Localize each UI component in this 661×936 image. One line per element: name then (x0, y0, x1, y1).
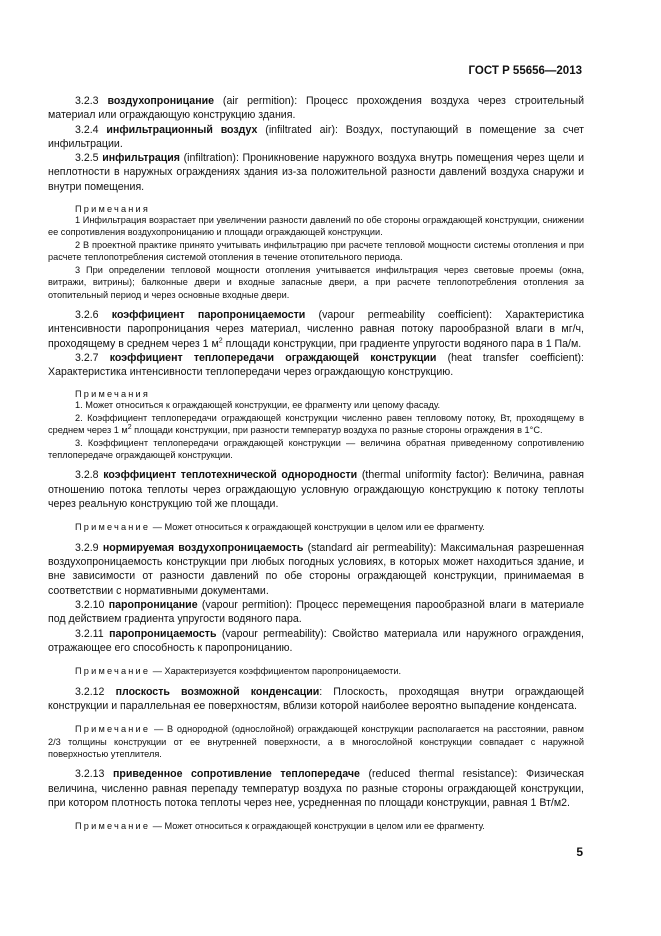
definition-text: (infiltrated air): Воздух, поступающий в помещение за счет инфильтрации. (48, 123, 584, 150)
note-item: 1 Инфильтрация возрастает при увеличении разности давлений по обе стороны ограждающей конструкции, снижении ее сопротивления воздухопроницанию и площади ограждающей конструкции. (48, 215, 584, 238)
note-text: — В однородной (однослойной) ограждающей конструкции располагается на расстоянии, равном 2/3 толщины конструкции от ее внутренней поверхности, а в многослойной конструкции совпадает с наружной поверхностью утеплителя. (48, 724, 584, 759)
definition-text: (thermal uniformity factor): Величина, равная отношению потока теплоты через ограждающую условную ограждающую конструкцию к потоку теплоты через реальную конструкцию той же площади. (48, 469, 584, 511)
term: коэффициент теплотехнической однородности (103, 469, 358, 482)
note-text: — Характеризуется коэффициентом паропроницаемости. (150, 666, 402, 677)
definition-text-cont: площади конструкции, при градиенте упругости водяного пара в 1 Па/м. (222, 337, 582, 350)
note-text: — Может относиться к ограждающей конструкции в целом или ее фрагменту. (150, 522, 485, 533)
term: инфильтрационный воздух (106, 123, 258, 136)
note-label: Примечание (75, 724, 151, 735)
definition-text: (vapour permition): Процесс перемещения парообразной влаги в материале под действием градиента упругости водяного пара. (48, 598, 584, 626)
definition-3-2-13 (48, 767, 584, 810)
notes-block-2 (48, 389, 584, 461)
definition-3-2-9 (48, 541, 584, 598)
superscript: 2 (127, 424, 132, 432)
term: приведенное сопротивление теплопередаче (113, 768, 360, 781)
clause-number: 3.2.3 (75, 95, 99, 107)
term: паропроницаемость (109, 627, 217, 640)
clause-number: 3.2.4 (75, 123, 99, 136)
note-text-cont: площади конструкции, при разности температур воздуха по разные стороны ограждения в 1°С. (131, 425, 543, 436)
note-text: — Может относиться к ограждающей конструкции в целом или ее фрагменту. (150, 821, 485, 832)
term: воздухопроницание (107, 95, 215, 107)
note-item: 3. Коэффициент теплопередачи ограждающей конструкции — величина обратная приведенному сопротивлению теплопередаче ограждающей конструкции. (48, 437, 584, 461)
clause-number: 3.2.10 (75, 598, 105, 611)
page-number: 5 (576, 845, 583, 859)
definition-text: (infiltration): Проникновение наружного воздуха внутрь помещения через щели и неплотности в наружных ограждениях здания из-за положительной разности давлений воздуха снаружи и внутри помещения. (48, 152, 584, 193)
term: коэффициент теплопередачи ограждающей конструкции (109, 351, 437, 364)
definition-text: (reduced thermal resistance): Физическая величина, численно равная перепаду температур воздуха по разные стороны ограждающей конструкции, при котором плотность потока теплоты через нее, усредненная по площади конструкции, равная 1 Вт/м2. (48, 768, 584, 809)
document-body (48, 94, 584, 833)
clause-number: 3.2.9 (75, 541, 99, 554)
term: плоскость возможной конденсации (115, 685, 320, 698)
definition-3-2-5 (48, 151, 584, 194)
clause-number: 3.2.7 (75, 351, 99, 364)
definition-text: (vapour permeability): Свойство материала или наружного ограждения, отражающее его способность к паропроницанию. (48, 627, 584, 654)
note-label: Примечание (75, 821, 151, 832)
clause-number: 3.2.12 (75, 685, 105, 698)
clause-number: 3.2.13 (75, 768, 105, 781)
definition-3-2-4 (48, 123, 584, 152)
definition-3-2-7 (48, 351, 584, 380)
definition-text: (air permition): Процесс прохождения воздуха через строительный материал или ограждающую конструкцию здания. (48, 95, 584, 122)
note-3-2-12 (48, 723, 584, 760)
note-item: 2 В проектной практике принято учитывать инфильтрацию при расчете тепловой мощности системы отопления и при расчете теплопотребления системой отопления в течение отопительного периода. (48, 239, 584, 263)
note-item: 3 При определении тепловой мощности отопления учитывается инфильтрация через световые проемы (окна, витражи, витрины); балконные двери и входные запасные двери, а при расчете теплопотребления отопления за отопительный период и через основные входные двери. (48, 264, 584, 300)
note-label: Примечание (75, 666, 151, 677)
definition-text: (vapour permeability coefficient): Характеристика интенсивности паропроницания через материал, численно равная потоку парообразной влаги в мг/ч, проходящему в среднем через 1 м (48, 308, 585, 350)
term: инфильтрация (102, 152, 180, 165)
notes-title: Примечания (75, 389, 151, 400)
definition-text: (standard air permeability): Максимальная разрешенная воздухопроницаемость конструкции при любых погодных условиях, в которых может находиться здание, и вне зависимости от разности давлений по обе стороны ограждающей конструкции, принимаемая в соответствии с нормативными документами. (48, 541, 585, 597)
superscript: 2 (218, 336, 223, 344)
note-label: Примечание (75, 522, 151, 533)
note-text: 2. Коэффициент теплопередачи ограждающей конструкции численно равен тепловому потоку, Вт, проходящему в среднем через 1 м (48, 412, 584, 436)
standard-header: ГОСТ Р 55656—2013 (468, 65, 582, 77)
clause-number: 3.2.11 (75, 627, 104, 640)
clause-number: 3.2.8 (75, 469, 99, 482)
clause-number: 3.2.6 (75, 308, 99, 321)
term: коэффициент паропроницаемости (111, 308, 306, 321)
clause-number: 3.2.5 (75, 152, 99, 165)
note-3-2-8 (48, 521, 584, 533)
definition-3-2-3 (48, 94, 584, 123)
note-3-2-11 (48, 665, 584, 677)
definition-3-2-8 (48, 468, 584, 511)
note-3-2-13 (48, 820, 584, 832)
term: паропроницание (108, 598, 198, 611)
definition-3-2-6 (48, 308, 584, 351)
definition-text: (heat transfer coefficient): Характеристика интенсивности теплопередачи через ограждающую конструкцию. (48, 351, 585, 379)
notes-title: Примечания (75, 204, 151, 215)
note-item (48, 412, 584, 437)
definition-3-2-11 (48, 627, 584, 656)
notes-block-1 (48, 204, 584, 301)
note-item: 1. Может относиться к ограждающей конструкции, ее фрагменту или цепому фасаду. (75, 400, 441, 411)
term: нормируемая воздухопроницаемость (102, 541, 304, 554)
definition-3-2-10 (48, 598, 584, 627)
definition-text: : Плоскость, проходящая внутри ограждающей конструкции и параллельная ее поверхностям, вблизи которой наиболее вероятно выпадение конденсата. (48, 685, 584, 712)
definition-3-2-12 (48, 685, 584, 714)
